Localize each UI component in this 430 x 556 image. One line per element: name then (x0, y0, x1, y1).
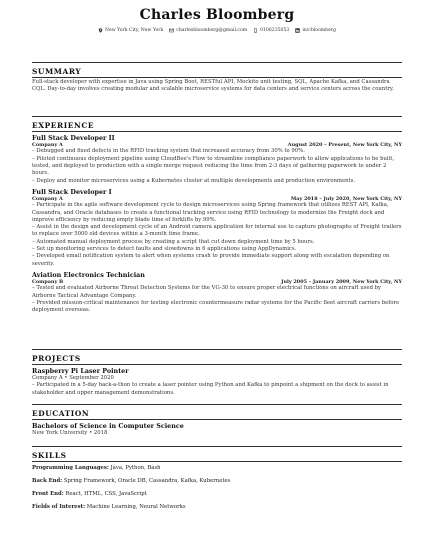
skill-key: Programming Languages: (32, 465, 109, 471)
contact-bar (32, 27, 402, 34)
summary-section (32, 62, 402, 94)
job-bullet: – Debugged and fixed defects in the RFID tracking system that increased accuracy from 30% to 90%. (32, 148, 305, 155)
section-divider (32, 364, 402, 365)
job-dates-location: May 2018 – July 2020, New York City, NY (290, 195, 402, 202)
section-divider (32, 446, 402, 447)
contact-linkedin[interactable] (295, 27, 336, 34)
experience-heading: EXPERIENCE (32, 121, 95, 130)
skill-key: Fields of Interest: (32, 504, 86, 510)
job-bullet: – Automated manual deployment process by creating a script that cut down deployment time by 5 hours. (32, 238, 315, 245)
job-bullet: – Provided mission-critical maintenance for testing electronic countermeasure radar systems for the Pacific fleet aircraft carriers before deployment overseas. (32, 299, 400, 314)
email-icon (169, 28, 174, 33)
phone-text: 0106235053 (260, 28, 290, 33)
job-dates-location: August 2020 – Present, New York City, NY (287, 142, 402, 148)
candidate-name: Charles Bloomberg (139, 7, 295, 23)
job-entry (32, 271, 402, 315)
skills-heading: SKILLS (32, 451, 67, 460)
contact-phone (253, 27, 289, 34)
section-divider (32, 77, 402, 78)
job-entry (32, 188, 402, 268)
section-divider (32, 461, 402, 462)
education-degree: Bachelors of Science in Computer Science (32, 422, 184, 430)
contact-location (98, 27, 163, 34)
skill-value: React, HTML, CSS, JavaScript (63, 491, 147, 497)
project-title: Raspberry Pi Laser Pointer (32, 367, 129, 375)
job-bullet: – Developed email notification system to alert when systems crash to provide immediate support along with escalation depending on severity. (32, 253, 390, 267)
job-bullet: – Deploy and monitor microservices using a Kubernetes cluster at multiple developments and production environments. (32, 177, 356, 184)
contact-email[interactable] (169, 27, 247, 34)
skill-value: Java, Python, Bash (108, 465, 161, 471)
job-company: Company A (32, 142, 63, 148)
skill-value: Spring Framework, Oracle DB, Cassandra, Kafka, Kubernetes (62, 478, 231, 484)
skill-line (32, 491, 402, 498)
linkedin-icon (295, 28, 300, 33)
section-divider (32, 419, 402, 420)
skills-section (32, 446, 402, 511)
job-bullet: – Set up monitoring services to detect faults and slowdowns in 6 applications using AppDynamics. (32, 246, 297, 253)
section-divider (32, 349, 402, 350)
job-bullet: – Tested and evaluated Airborne Threat Detection Systems for the VG-30 to ensure proper electrical functions on aircraft used by Airborne Tactical Advantage Company. (32, 285, 382, 299)
section-divider (32, 62, 402, 63)
job-bullet: – Participate in the agile software development cycle to design microservices using Spring framework that utilizes REST API, Kafka, Cassandra, and Oracle databases to create a functional tracking service using RFID technology to modernize the Freight dock and improve efficiency by reducing empty blade time of forklifts by 99%. (32, 202, 389, 223)
project-meta: Company A • September 2020 (32, 375, 114, 381)
location-pin-icon (98, 28, 103, 33)
education-school: New York University • 2018 (32, 430, 108, 436)
job-dates-location: July 2005 – January 2009, New York City, NY (281, 278, 402, 285)
email-text[interactable]: charlesbloomberg@gmail.com (176, 28, 248, 33)
job-bullet: – Piloted continuous deployment pipeline using CloudBee's Flow to streamline compliance paperwork to allow applications to be built, tested, and deployed to production with a single merge request reducing the time from 2-3 days of gathering paperwork to under 2 hours. (32, 155, 395, 177)
section-divider (32, 131, 402, 132)
project-bullet: – Participated in a 5-day hack-a-thon to create a laser pointer using Python and Kafka to pinpoint a shipment on the dock to assist in stakeholder and upper management demonstrations. (32, 382, 389, 396)
job-title: Full Stack Developer II (32, 134, 115, 142)
section-divider (32, 116, 402, 117)
skill-value: Machine Learning, Neural Networks (85, 504, 186, 510)
job-bullet: – Assist in the design and development cycle of an Android camera application for internal use to capture photographs of Freight trailers to replace over 5000 old devices within a 3-month time frame. (32, 224, 402, 238)
job-title: Aviation Electronics Technician (32, 270, 145, 279)
skill-line (32, 465, 402, 472)
job-company: Company B (32, 278, 64, 285)
skill-line (32, 478, 402, 485)
section-divider (32, 404, 402, 405)
summary-text: Full-stack developer with expertise in Java using Spring Boot, RESTful API, Mockito unit testing, SQL, Apache Kafka, and Cassandra CQL. Day-to-day involves creating modular and scalable microservice systems for data centers and service centers across the country. (32, 79, 394, 93)
skill-key: Front End: (32, 491, 64, 497)
education-heading: EDUCATION (32, 409, 90, 418)
education-section (32, 404, 402, 437)
location-text: New York City, New York (105, 28, 164, 33)
skill-line (32, 504, 402, 511)
linkedin-text[interactable]: in/cbloomberg (302, 28, 336, 33)
phone-icon (253, 28, 258, 33)
summary-heading: SUMMARY (32, 67, 82, 76)
job-company: Company A (32, 195, 63, 202)
projects-section (32, 349, 402, 397)
job-entry (32, 134, 402, 185)
skill-key: Back End: (32, 478, 63, 484)
job-title: Full Stack Developer I (32, 187, 112, 196)
experience-section (32, 116, 402, 315)
projects-heading: PROJECTS (32, 354, 81, 363)
project-entry (32, 367, 402, 397)
